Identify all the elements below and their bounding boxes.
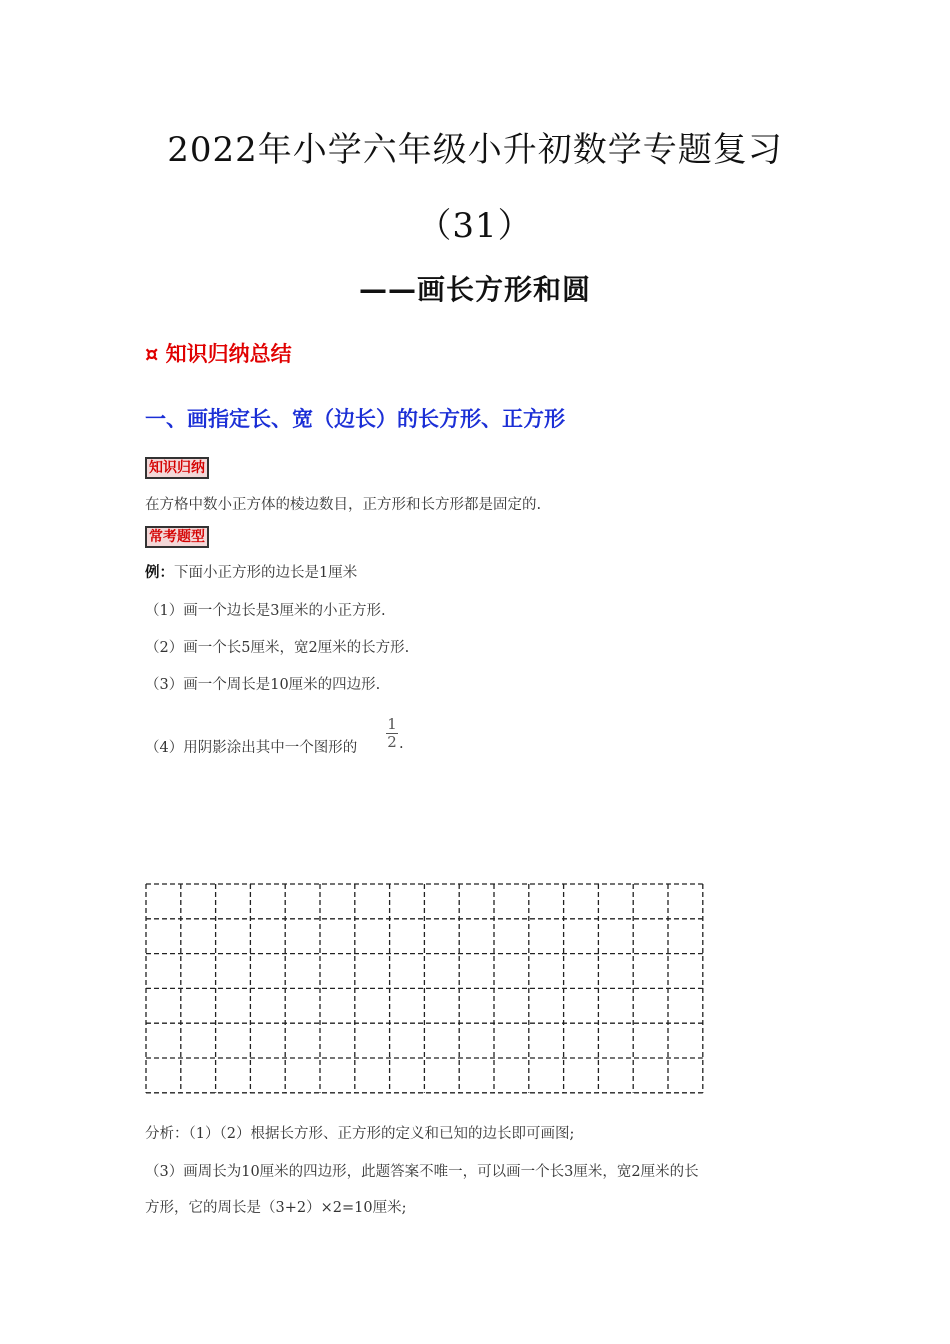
- section-heading: ¤ 知识归纳总结: [145, 342, 292, 366]
- question-4-end: .: [399, 736, 404, 752]
- question-4: （4）用阴影涂出其中一个图形的: [145, 740, 358, 756]
- example-line: [145, 561, 357, 582]
- doc-subtitle: ——画长方形和圆: [358, 273, 591, 306]
- doc-title: 2022年小学六年级小升初数学专题复习: [167, 130, 783, 170]
- example-text: 下面小正方形的边长是1厘米: [174, 565, 358, 581]
- knowledge-text: 在方格中数小正方体的棱边数目，正方形和长方形都是固定的.: [145, 497, 542, 513]
- question-2: （2）画一个长5厘米，宽2厘米的长方形.: [145, 640, 410, 656]
- fraction-denominator: 2: [387, 733, 397, 751]
- subsection-heading: 一、画指定长、宽（边长）的长方形、正方形: [145, 407, 565, 431]
- question-3: （3）画一个周长是10厘米的四边形.: [145, 677, 381, 693]
- analysis-line-1: 分析：（1）（2）根据长方形、正方形的定义和已知的边长即可画图;: [145, 1126, 575, 1142]
- example-label: 例：: [145, 564, 174, 581]
- common-question-tag: 常考题型: [145, 526, 209, 548]
- fraction-one-half: [385, 716, 399, 751]
- question-1: （1）画一个边长是3厘米的小正方形.: [145, 603, 386, 619]
- knowledge-tag: 知识归纳: [145, 457, 209, 479]
- analysis-line-3: 方形，它的周长是（3+2）×2=10厘米;: [145, 1200, 407, 1216]
- analysis-line-2: （3）画周长为10厘米的四边形，此题答案不唯一，可以画一个长3厘米，宽2厘米的长: [145, 1164, 699, 1180]
- doc-title-number: （31）: [417, 206, 533, 246]
- fraction-numerator: 1: [387, 715, 397, 733]
- square-grid: [145, 883, 705, 1103]
